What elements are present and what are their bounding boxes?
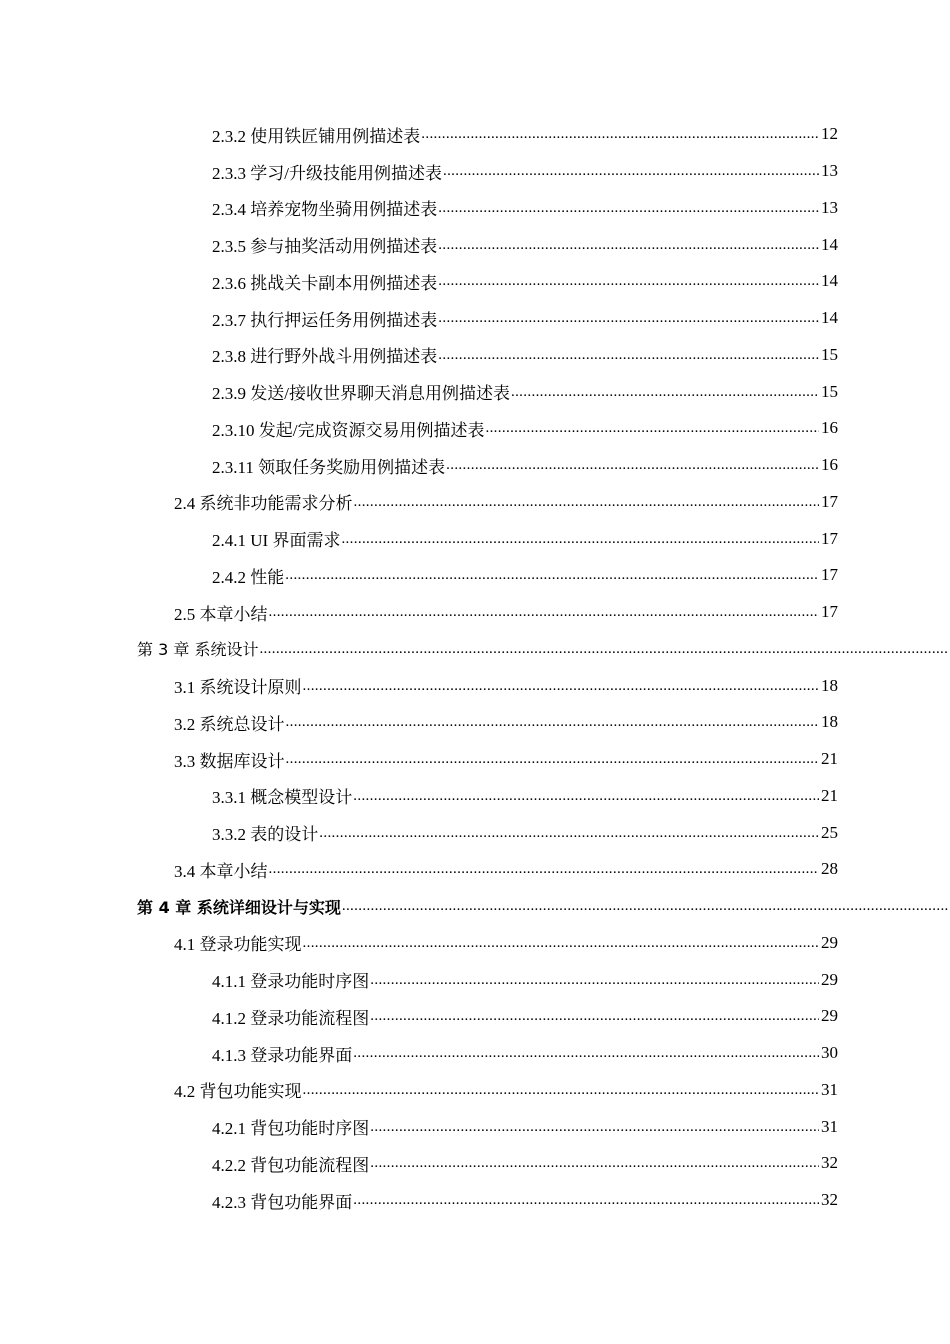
dot-leader xyxy=(303,676,820,696)
dot-leader xyxy=(485,418,819,438)
toc-entry-page: 31 xyxy=(821,1116,838,1136)
dot-leader xyxy=(259,639,948,659)
toc-entry-page: 17 xyxy=(821,528,838,548)
dot-leader xyxy=(438,345,819,365)
toc-entry-page: 21 xyxy=(821,785,838,805)
dot-leader xyxy=(370,1117,819,1137)
dot-leader xyxy=(353,1190,819,1210)
toc-entry[interactable] xyxy=(0,337,838,374)
toc-entry-title: 4.1.3 登录功能界面 xyxy=(212,1041,353,1066)
toc-entry[interactable] xyxy=(0,447,838,484)
toc-entry-title: 2.3.11 领取任务奖励用例描述表 xyxy=(212,453,446,478)
toc-entry-page: 14 xyxy=(821,271,838,291)
toc-entry-title: 4.2.1 背包功能时序图 xyxy=(212,1114,370,1139)
toc-entry[interactable] xyxy=(0,373,838,410)
toc-entry-page: 29 xyxy=(821,969,838,989)
toc-entry[interactable] xyxy=(0,1072,838,1109)
dot-leader xyxy=(354,492,820,512)
dot-leader xyxy=(269,602,820,622)
toc-chapter-entry[interactable] xyxy=(0,888,950,925)
toc-entry-title: 2.3.6 挑战关卡副本用例描述表 xyxy=(212,269,438,294)
toc-entry-page: 15 xyxy=(821,381,838,401)
toc-entry[interactable] xyxy=(0,998,838,1035)
toc-entry-title: 2.3.4 培养宠物坐骑用例描述表 xyxy=(212,195,438,220)
toc-entry-title: 3.4 本章小结 xyxy=(174,857,269,882)
dot-leader xyxy=(438,308,819,328)
toc-entry-title: 3.3 数据库设计 xyxy=(174,747,286,772)
dot-leader xyxy=(303,933,820,953)
toc-entry[interactable] xyxy=(0,190,838,227)
toc-entry-page: 30 xyxy=(821,1043,838,1063)
dot-leader xyxy=(342,896,948,916)
dot-leader xyxy=(341,529,819,549)
toc-entry-page: 16 xyxy=(821,418,838,438)
dot-leader xyxy=(370,970,819,990)
toc-entry[interactable] xyxy=(0,814,838,851)
toc-entry-page: 21 xyxy=(821,749,838,769)
toc-entry-title: 第 3 章 系统设计 xyxy=(137,637,259,660)
toc-entry[interactable] xyxy=(0,484,838,521)
toc-entry-title: 4.2.2 背包功能流程图 xyxy=(212,1151,370,1176)
toc-entry-title: 4.2 背包功能实现 xyxy=(174,1077,303,1102)
toc-entry-title: 2.3.3 学习/升级技能用例描述表 xyxy=(212,159,443,184)
toc-entry-page: 14 xyxy=(821,308,838,328)
toc-entry[interactable] xyxy=(0,851,838,888)
toc-entry[interactable] xyxy=(0,741,838,778)
dot-leader xyxy=(511,382,819,402)
toc-entry-title: 2.3.7 执行押运任务用例描述表 xyxy=(212,306,438,331)
toc-entry-page: 32 xyxy=(821,1153,838,1173)
dot-leader xyxy=(286,712,820,732)
dot-leader xyxy=(353,786,819,806)
dot-leader xyxy=(421,124,819,144)
dot-leader xyxy=(370,1153,819,1173)
toc-chapter-entry[interactable] xyxy=(0,631,950,668)
toc-entry-title: 2.3.9 发送/接收世界聊天消息用例描述表 xyxy=(212,379,511,404)
toc-entry[interactable] xyxy=(0,1182,838,1219)
toc-entry-page: 18 xyxy=(821,675,838,695)
toc-entry-title: 2.4.1 UI 界面需求 xyxy=(212,526,341,551)
toc-entry[interactable] xyxy=(0,1035,838,1072)
toc-entry-page: 31 xyxy=(821,1079,838,1099)
toc-entry[interactable] xyxy=(0,520,838,557)
toc-entry-page: 15 xyxy=(821,344,838,364)
dot-leader xyxy=(443,161,819,181)
toc-entry-page: 29 xyxy=(821,1006,838,1026)
toc-entry-title: 2.5 本章小结 xyxy=(174,600,269,625)
toc-entry-title: 4.1 登录功能实现 xyxy=(174,930,303,955)
dot-leader xyxy=(269,859,820,879)
toc-entry-page: 17 xyxy=(821,602,838,622)
toc-entry[interactable] xyxy=(0,557,838,594)
toc-entry-page: 17 xyxy=(821,565,838,585)
toc-entry-title: 2.3.8 进行野外战斗用例描述表 xyxy=(212,342,438,367)
toc-entry-page: 13 xyxy=(821,197,838,217)
toc-entry-title: 3.2 系统总设计 xyxy=(174,710,286,735)
dot-leader xyxy=(286,749,820,769)
dot-leader xyxy=(285,565,819,585)
toc-entry[interactable] xyxy=(0,778,838,815)
toc-entry[interactable] xyxy=(0,226,838,263)
toc-entry-page: 29 xyxy=(821,932,838,952)
toc-entry-page: 18 xyxy=(821,712,838,732)
toc-entry-page: 12 xyxy=(821,124,838,144)
toc-entry[interactable] xyxy=(0,410,838,447)
toc-entry-title: 4.2.3 背包功能界面 xyxy=(212,1188,353,1213)
table-of-contents xyxy=(0,116,950,1219)
dot-leader xyxy=(438,271,819,291)
dot-leader xyxy=(353,1043,819,1063)
toc-entry-page: 25 xyxy=(821,822,838,842)
toc-entry-page: 16 xyxy=(821,455,838,475)
toc-entry-title: 2.4.2 性能 xyxy=(212,563,285,588)
toc-entry[interactable] xyxy=(0,153,838,190)
dot-leader xyxy=(370,1006,819,1026)
toc-entry-title: 2.3.2 使用铁匠铺用例描述表 xyxy=(212,122,421,147)
toc-entry-page: 17 xyxy=(821,491,838,511)
toc-entry[interactable] xyxy=(0,704,838,741)
toc-entry-page: 14 xyxy=(821,234,838,254)
toc-entry[interactable] xyxy=(0,594,838,631)
toc-entry[interactable] xyxy=(0,116,838,153)
toc-entry[interactable] xyxy=(0,300,838,337)
toc-entry-page: 28 xyxy=(821,859,838,879)
dot-leader xyxy=(446,455,819,475)
toc-entry-title: 3.1 系统设计原则 xyxy=(174,673,303,698)
dot-leader xyxy=(303,1080,820,1100)
toc-entry-title: 2.3.10 发起/完成资源交易用例描述表 xyxy=(212,416,485,441)
toc-entry[interactable] xyxy=(0,1108,838,1145)
toc-entry-title: 4.1.2 登录功能流程图 xyxy=(212,1004,370,1029)
toc-entry[interactable] xyxy=(0,925,838,962)
toc-entry-title: 第 4 章 系统详细设计与实现 xyxy=(137,895,342,918)
dot-leader xyxy=(438,198,819,218)
toc-entry-page: 32 xyxy=(821,1190,838,1210)
toc-entry-title: 3.3.1 概念模型设计 xyxy=(212,783,353,808)
toc-entry[interactable] xyxy=(0,263,838,300)
toc-entry[interactable] xyxy=(0,1145,838,1182)
dot-leader xyxy=(319,823,819,843)
toc-entry[interactable] xyxy=(0,667,838,704)
toc-entry[interactable] xyxy=(0,961,838,998)
toc-entry-title: 4.1.1 登录功能时序图 xyxy=(212,967,370,992)
toc-entry-title: 2.3.5 参与抽奖活动用例描述表 xyxy=(212,232,438,257)
toc-entry-title: 3.3.2 表的设计 xyxy=(212,820,319,845)
toc-entry-page: 13 xyxy=(821,161,838,181)
dot-leader xyxy=(438,235,819,255)
toc-entry-title: 2.4 系统非功能需求分析 xyxy=(174,489,354,514)
